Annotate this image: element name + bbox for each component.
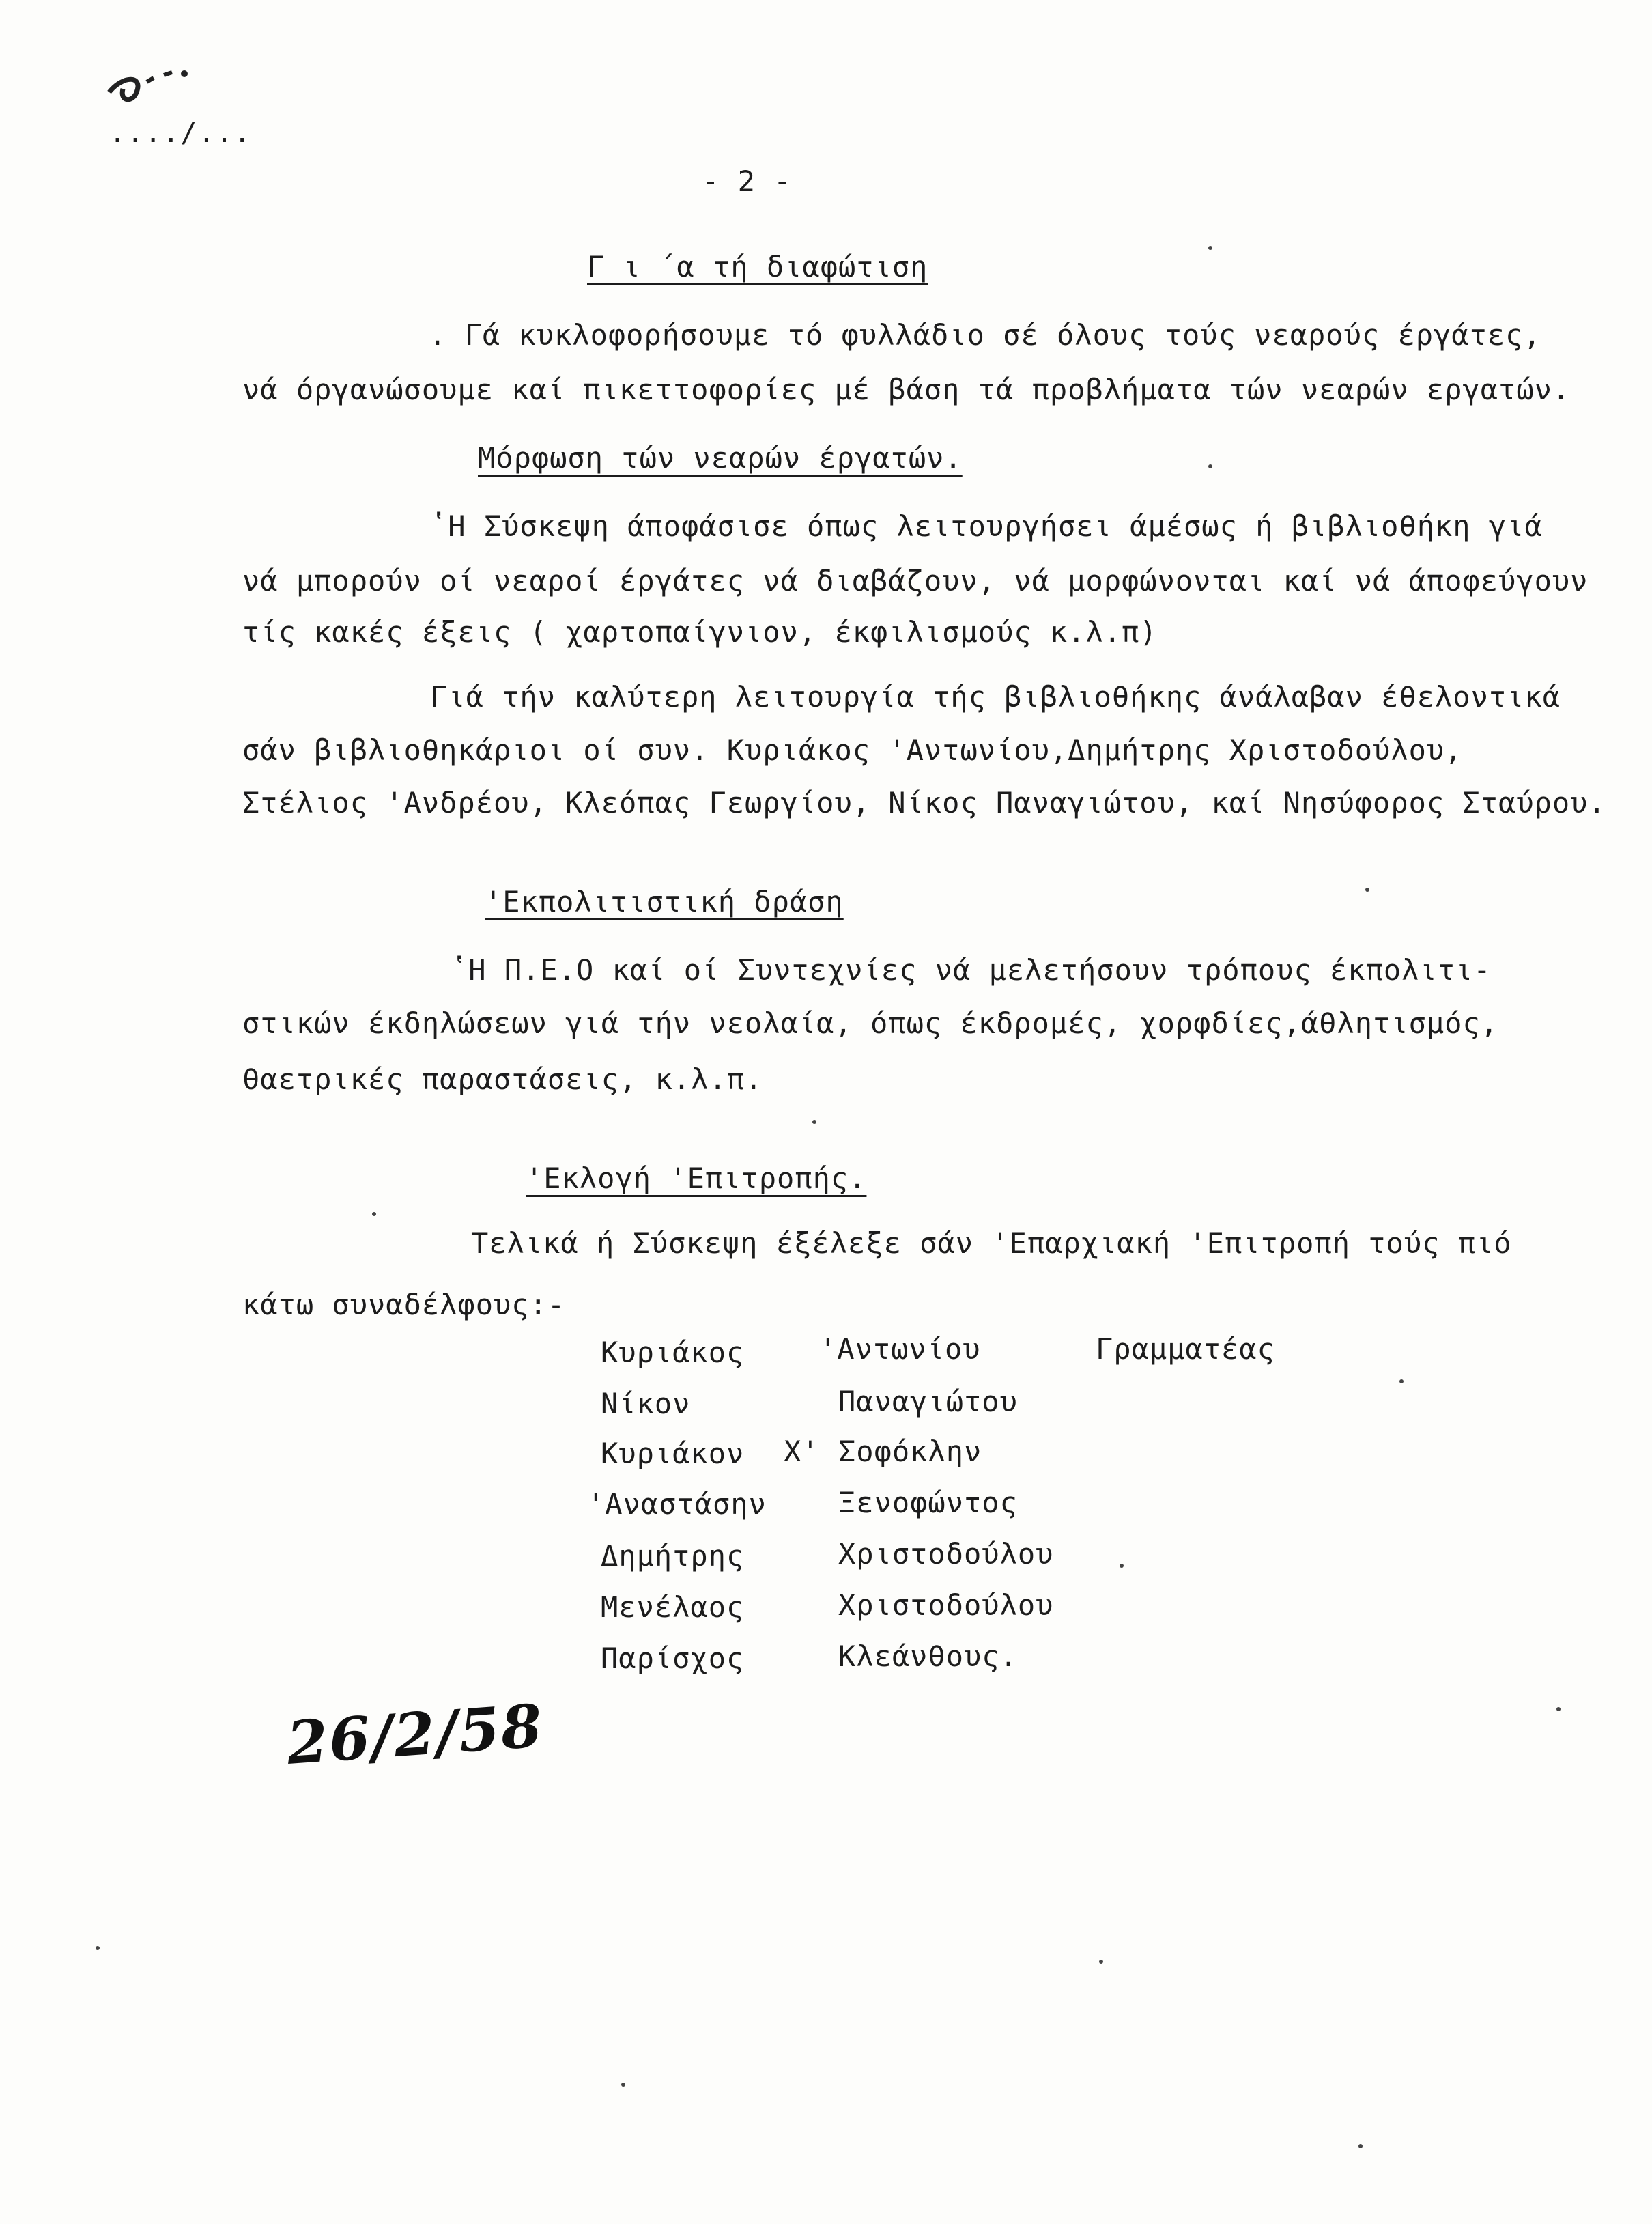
member-first-name: Κυριάκος xyxy=(601,1336,745,1369)
member-first-name: Νίκον xyxy=(601,1387,691,1420)
member-middle-initial: Χ' xyxy=(784,1435,820,1468)
scan-speck xyxy=(1099,1960,1103,1964)
scan-speck xyxy=(1358,2144,1363,2148)
section-heading-education: Μόρφωση τών νεαρών έργατών. xyxy=(478,441,963,475)
section-heading-cultural-action: 'Εκπολιτιστική δράση xyxy=(485,885,844,918)
scan-speck xyxy=(1399,1379,1404,1383)
paragraph-line: θαετρικές παραστάσεις, κ.λ.π. xyxy=(242,1062,763,1096)
paragraph-line: νά όργανώσουμε καί πικεττοφορίες μέ βάση τά προβλήματα τών νεαρών εργατών. xyxy=(242,373,1571,406)
paragraph-line: νά μπορούν οί νεαροί έργάτες νά διαβάζουν, νά μορφώνονται καί νά άποφεύγουν xyxy=(242,564,1589,597)
member-last-name: Χριστοδούλου xyxy=(838,1537,1054,1571)
scan-speck xyxy=(812,1120,816,1124)
scan-speck xyxy=(621,2083,625,2087)
ink-mark-icon xyxy=(96,55,212,116)
member-first-name: Παρίσχος xyxy=(601,1642,745,1675)
paragraph-line: Τελικά ή Σύσκεψη έξέλεξε σάν 'Επαρχιακή 'Επιτροπή τούς πιό xyxy=(471,1226,1512,1260)
member-first-name: Μενέλαος xyxy=(601,1590,745,1624)
member-last-name: Παναγιώτου xyxy=(838,1385,1018,1418)
handwritten-date: 26/2/58 xyxy=(284,1691,546,1778)
paragraph-line: κάτω συναδέλφους:- xyxy=(242,1288,566,1321)
corner-continuation-mark: ..../... xyxy=(109,117,252,149)
paragraph-line: ʽΗ Σύσκεψη άποφάσισε όπως λειτουργήσει άμέσως ή βιβλιοθήκη γιά xyxy=(430,509,1543,543)
member-first-name: Κυριάκον xyxy=(601,1437,745,1470)
scan-speck xyxy=(1208,246,1212,250)
scan-speck xyxy=(1556,1707,1561,1711)
paragraph-line: τίς κακές έξεις ( χαρτοπαίγνιον, έκφιλισμούς κ.λ.π) xyxy=(242,615,1158,649)
member-last-name: Χριστοδούλου xyxy=(838,1588,1054,1622)
section-heading-committee-election: 'Εκλογή 'Επιτροπής. xyxy=(526,1162,867,1195)
scan-speck xyxy=(372,1212,376,1216)
scan-speck xyxy=(1208,464,1212,468)
member-last-name: Σοφόκλην xyxy=(838,1435,982,1468)
paragraph-line: σάν βιβλιοθηκάριοι οί συν. Κυριάκος 'Αντωνίου,Δημήτρης Χριστοδούλου, xyxy=(242,733,1463,767)
member-role: Γραμματέας xyxy=(1096,1332,1275,1366)
member-first-name: 'Αναστάσην xyxy=(587,1487,767,1521)
member-first-name: Δημήτρης xyxy=(601,1539,745,1573)
member-last-name: Κλεάνθους. xyxy=(838,1639,1018,1673)
page-number: - 2 - xyxy=(702,165,792,198)
paragraph-line: Στέλιος 'Ανδρέου, Κλεόπας Γεωργίου, Νίκος Παναγιώτου, καί Νησύφορος Σταύρου. xyxy=(242,786,1606,819)
section-heading-enlightenment: Γ ι ΄α τή διαφώτιση xyxy=(587,250,928,283)
scan-speck xyxy=(96,1946,100,1950)
paragraph-line: . Γά κυκλοφορήσουμε τό φυλλάδιο σέ όλους τούς νεαρούς έργάτες, xyxy=(429,318,1541,352)
paragraph-line: ʽΗ Π.Ε.Ο καί οί Συντεχνίες νά μελετήσουν τρόπους έκπολιτι- xyxy=(451,953,1492,987)
paragraph-line: στικών έκδηλώσεων γιά τήν νεολαία, όπως έκδρομές, χορφδίες,άθλητισμός, xyxy=(242,1007,1499,1040)
member-last-name: 'Αντωνίου xyxy=(819,1332,981,1366)
paragraph-line: Γιά τήν καλύτερη λειτουργία τής βιβλιοθήκης άνάλαβαν έθελοντικά xyxy=(430,680,1561,714)
scan-speck xyxy=(1365,888,1369,892)
member-last-name: Ξενοφώντος xyxy=(838,1486,1018,1519)
scan-speck xyxy=(1120,1564,1124,1568)
